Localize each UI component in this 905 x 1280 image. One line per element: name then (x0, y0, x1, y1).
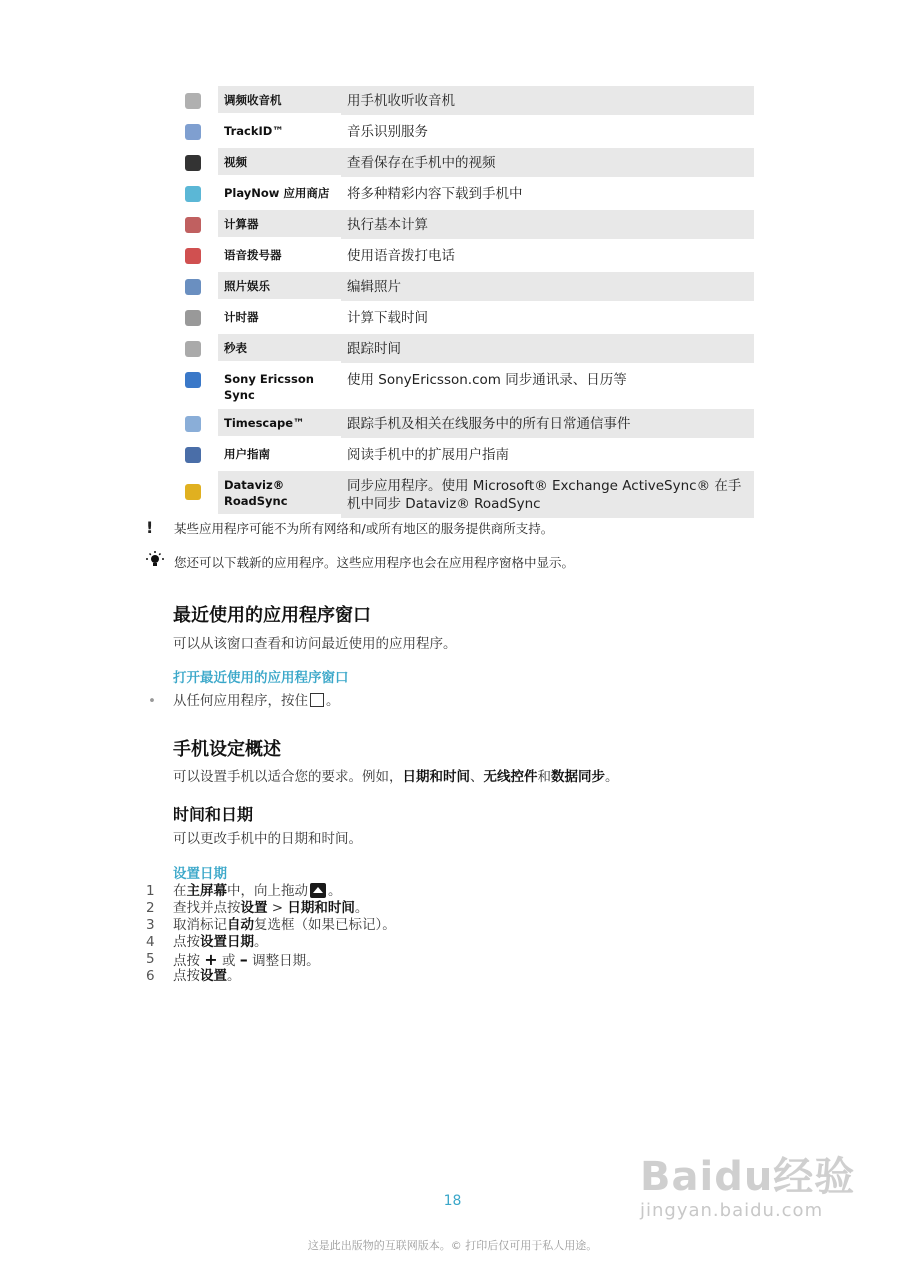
step-5: 5 点按 + 或 – 调整日期。 (146, 950, 320, 969)
app-row (168, 117, 754, 147)
app-desc: 跟踪手机及相关在线服务中的所有日常通信事件 (341, 409, 754, 438)
playnow-icon (185, 186, 201, 202)
step-4: 4 点按设置日期。 (146, 934, 268, 950)
app-row (168, 303, 754, 333)
app-name: 秒表 (218, 334, 341, 361)
warning-note (146, 518, 553, 537)
step-1: 1 在主屏幕中，向上拖动 。 (146, 883, 342, 899)
app-desc: 执行基本计算 (341, 210, 754, 239)
app-name: Sony Ericsson Sync (224, 372, 314, 402)
user-guide-icon (185, 447, 201, 463)
app-desc: 音乐识别服务 (347, 124, 428, 140)
stopwatch-icon (185, 341, 201, 357)
app-name: 语音拨号器 (224, 248, 282, 262)
app-desc: 同步应用程序。使用 Microsoft® Exchange ActiveSync® 在手机中同步 Dataviz® RoadSync (341, 471, 754, 518)
footer-text: 这是此出版物的互联网版本。© 打印后仅可用于私人用途。 (307, 1239, 598, 1252)
recent-apps-subheading: 打开最近使用的应用程序窗口 (173, 670, 349, 686)
drag-up-icon (310, 883, 326, 898)
app-desc: 使用语音拨打电话 (347, 248, 455, 264)
app-name: Timescape™ (218, 409, 341, 436)
app-list (168, 86, 754, 519)
app-row (168, 148, 754, 178)
baidu-watermark (640, 1145, 860, 1221)
app-desc: 跟踪时间 (341, 334, 754, 363)
app-desc: 阅读手机中的扩展用户指南 (347, 447, 509, 463)
set-date-subheading: 设置日期 (173, 866, 227, 882)
app-row (168, 471, 754, 518)
sync-icon (185, 372, 201, 388)
lightbulb-icon (146, 551, 172, 573)
app-row (168, 86, 754, 116)
app-desc: 编辑照片 (341, 272, 754, 301)
set-date-steps (146, 883, 396, 985)
step-2: 2 查找并点按设置 > 日期和时间。 (146, 900, 369, 916)
warning-text: 某些应用程序可能不为所有网络和/或所有地区的服务提供商所支持。 (174, 520, 554, 536)
app-name: 照片娱乐 (218, 272, 341, 299)
video-icon (185, 155, 201, 171)
app-row (168, 241, 754, 271)
timer-icon (185, 310, 201, 326)
tip-note (146, 551, 574, 573)
recent-apps-desc: 可以从该窗口查看和访问最近使用的应用程序。 (173, 636, 457, 652)
app-desc: 用手机收听收音机 (341, 86, 754, 115)
app-desc: 使用 SonyEricsson.com 同步通讯录、日历等 (347, 372, 627, 388)
app-desc: 将多种精彩内容下载到手机中 (347, 186, 523, 202)
photo-fun-icon (185, 279, 201, 295)
tip-text: 您还可以下载新的应用程序。这些应用程序也会在应用程序窗格中显示。 (174, 555, 575, 570)
app-row (168, 179, 754, 209)
settings-overview-heading: 手机设定概述 (173, 739, 281, 760)
app-row (168, 409, 754, 439)
datetime-desc: 可以更改手机中的日期和时间。 (173, 831, 362, 847)
timescape-icon (185, 416, 201, 432)
app-row (168, 365, 754, 408)
app-name: Dataviz® RoadSync (218, 471, 341, 514)
datetime-heading: 时间和日期 (173, 805, 254, 824)
exclamation-icon: ! (146, 518, 154, 537)
app-name: 调频收音机 (218, 86, 341, 113)
app-name: 计时器 (224, 310, 259, 324)
recent-apps-heading: 最近使用的应用程序窗口 (173, 605, 371, 626)
plus-icon: + (204, 950, 218, 969)
app-row (168, 440, 754, 470)
recent-apps-bullet: • 从任何应用程序，按住 。 (148, 693, 340, 709)
radio-icon (185, 93, 201, 109)
watermark-url: jingyan.baidu.com (640, 1200, 824, 1221)
app-row (168, 210, 754, 240)
app-row (168, 272, 754, 302)
app-name: 计算器 (218, 210, 341, 237)
roadsync-icon (185, 484, 201, 500)
page-number: 18 (443, 1193, 462, 1209)
minus-icon: – (239, 950, 248, 969)
app-desc: 查看保存在手机中的视频 (341, 148, 754, 177)
recent-key-icon (310, 693, 324, 707)
app-name: 视频 (218, 148, 341, 175)
app-row (168, 334, 754, 364)
app-desc: 计算下载时间 (347, 310, 428, 326)
calculator-icon (185, 217, 201, 233)
trackid-icon (185, 124, 201, 140)
watermark-logo: Baidu经验 (640, 1154, 856, 1200)
app-name: TrackID™ (224, 124, 284, 138)
app-name: 用户指南 (224, 447, 270, 461)
app-name: PlayNow 应用商店 (224, 186, 330, 200)
settings-overview-desc: 可以设置手机以适合您的要求。例如，日期和时间、无线控件和数据同步。 (173, 769, 619, 785)
bullet-dot: • (148, 693, 156, 709)
voice-dialer-icon (185, 248, 201, 264)
step-3: 3 取消标记自动复选框（如果已标记）。 (146, 917, 396, 933)
step-6: 6 点按设置。 (146, 968, 241, 984)
